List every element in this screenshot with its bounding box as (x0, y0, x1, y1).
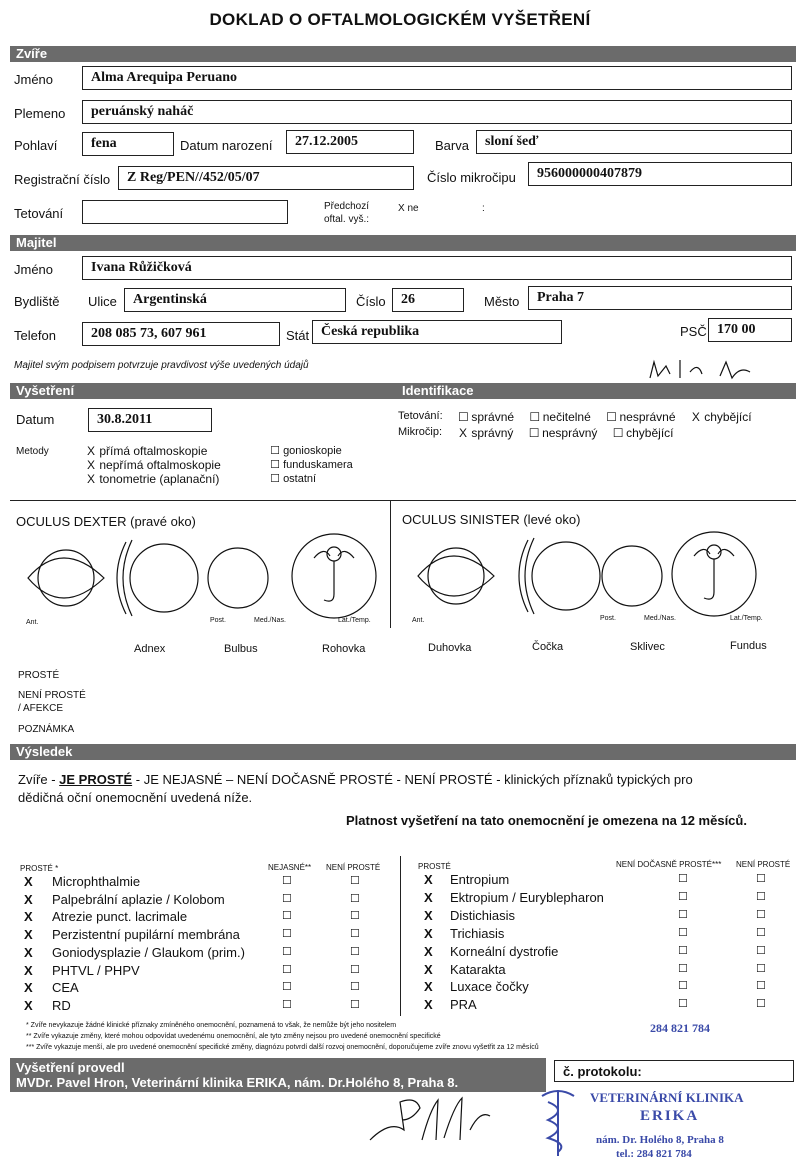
col-sklivec: Sklivec (630, 641, 665, 653)
number-field[interactable]: 26 (392, 288, 464, 312)
phone-field[interactable]: 208 085 73, 607 961 (82, 322, 280, 346)
prev-exam-colon: : (482, 203, 485, 214)
number-label: Číslo (356, 294, 386, 309)
col-fundus: Fundus (730, 640, 767, 652)
od-ant-label: Ant. (26, 619, 39, 626)
city-label: Město (484, 294, 520, 309)
od-title: OCULUS DEXTER (pravé oko) (16, 514, 196, 529)
color-field[interactable]: sloní šeď (476, 130, 792, 154)
section-animal: Zvíře (10, 46, 796, 62)
document-title: DOKLAD O OFTALMOLOGICKÉM VYŠETŘENÍ (209, 10, 591, 29)
examined-by-label: Vyšetření provedl (16, 1060, 125, 1075)
od-eye-diagram (14, 528, 386, 624)
tattoo-label: Tetování (14, 206, 64, 221)
tattoo-opt-illegible[interactable]: ☐ nečitelné (529, 410, 591, 424)
os-lat-label: Lat./Temp. (730, 615, 763, 622)
stamp-line1: VETERINÁRNÍ KLINIKA (590, 1090, 744, 1105)
street-label: Ulice (88, 294, 117, 309)
psc-field[interactable]: 170 00 (708, 318, 792, 342)
sex-field[interactable]: fena (82, 132, 174, 156)
footnote-1: * Zvíře nevykazuje žádné klinické příznaky zmíněného onemocnění, poznamená to však, že nemůže být jeho nositelem (26, 1022, 397, 1029)
disease-divider (400, 856, 401, 1016)
ident-tattoo-options (458, 410, 752, 424)
prev-exam-label1: Předchozí (324, 201, 370, 212)
owner-name-field[interactable]: Ivana Růžičková (82, 256, 792, 280)
vet-signature (360, 1090, 500, 1156)
eyes-top-rule (10, 500, 796, 501)
owner-name-label: Jméno (14, 262, 54, 277)
owner-signature (640, 352, 760, 386)
eyes-divider (390, 500, 391, 628)
stamp-line2: ERIKA (640, 1108, 700, 1124)
hdr-right-temp: NENÍ DOČASNĚ PROSTÉ*** (616, 860, 722, 869)
stamp-line3: nám. Dr. Holého 8, Praha 8 (596, 1134, 724, 1146)
result-free-highlight: JE PROSTÉ (59, 772, 133, 787)
result-line2: dědičná oční onemocnění uvedená níže. (18, 790, 253, 805)
country-field[interactable]: Česká republika (312, 320, 562, 344)
section-result: Výsledek (10, 744, 796, 760)
residence-label: Bydliště (14, 294, 60, 309)
section-identification: Identifikace (398, 383, 796, 399)
hdr-left-free: PROSTÉ * (20, 864, 59, 873)
od-post-label: Post. (210, 617, 226, 624)
ident-chip-options (458, 426, 673, 440)
animal-name-field[interactable]: Alma Arequipa Peruano (82, 66, 792, 90)
tattoo-opt-missing[interactable]: X chybějící (691, 410, 752, 424)
section-examined-by (10, 1058, 546, 1092)
protocol-number-field[interactable]: č. protokolu: (554, 1060, 794, 1082)
hdr-right-free: PROSTÉ (418, 862, 451, 871)
row-label-notfree: NENÍ PROSTÉ (18, 690, 86, 701)
section-exam: Vyšetření (10, 383, 400, 399)
exam-date-label: Datum (16, 412, 55, 427)
footnote-2: ** Zvíře vykazuje změny, které mohou odpovídat uvedenému onemocnění, ale tyto změny nejsou pro uvedené onemocnění specifické (26, 1033, 441, 1040)
chip-opt-missing[interactable]: ☐ chybějící (612, 426, 674, 440)
stamp-line4: tel.: 284 821 784 (616, 1148, 692, 1160)
row-label-free: PROSTÉ (18, 670, 60, 681)
hdr-right-notfree: NENÍ PROSTÉ (736, 860, 791, 869)
animal-name-label: Jméno (14, 72, 54, 87)
breed-label: Plemeno (14, 106, 66, 121)
method-funduscamera[interactable]: ☐ funduskamera (270, 459, 353, 471)
prev-exam-value: X ne (398, 203, 419, 214)
chip-opt-correct[interactable]: X správný (458, 426, 514, 440)
method-gonioscopy[interactable]: ☐ gonioskopie (270, 445, 342, 457)
result-line1: Zvíře - JE PROSTÉ - JE NEJASNÉ – NENÍ DOČASNĚ PROSTÉ - NENÍ PROSTÉ - klinických příznaků typických pro (18, 772, 693, 787)
col-duhovka: Duhovka (428, 642, 472, 654)
tattoo-field[interactable] (82, 200, 288, 224)
stamp-phone-fragment: 284 821 784 (650, 1021, 710, 1035)
dob-label: Datum narození (180, 138, 273, 153)
methods-left (86, 444, 221, 486)
owner-note: Majitel svým podpisem potvrzuje pravdivost výše uvedených údajů (14, 360, 309, 371)
os-eye-diagram (404, 526, 776, 622)
street-field[interactable]: Argentinská (124, 288, 346, 312)
method-other[interactable]: ☐ ostatní (270, 473, 317, 485)
col-cocka: Čočka (532, 641, 564, 653)
section-owner: Majitel (10, 235, 796, 251)
od-lat-label: Lat./Temp. (338, 617, 371, 624)
ident-tattoo-label: Tetování: (398, 410, 443, 422)
row-label-note: POZNÁMKA (18, 724, 75, 735)
method-indirect[interactable]: X nepřímá oftalmoskopie (86, 458, 221, 472)
os-med-label: Med./Nas. (644, 615, 676, 622)
sex-label: Pohlaví (14, 138, 58, 153)
reg-label: Registrační číslo (14, 172, 111, 187)
phone-label: Telefon (14, 328, 56, 343)
chip-opt-incorrect[interactable]: ☐ nesprávný (528, 426, 598, 440)
col-rohovka: Rohovka (322, 643, 366, 655)
row-label-affection: / AFEKCE (18, 703, 64, 714)
psc-label: PSČ (680, 324, 707, 339)
breed-field[interactable]: peruánský naháč (82, 100, 792, 124)
hdr-left-unclear: NEJASNÉ** (268, 863, 312, 872)
footnote-3: *** Zvíře vykazuje menší, ale pro uvedené onemocnění specifické změny, diagnózu potvrdí další rozvoj onemocnění, doporučujeme zvíře znovu vyšetřit za 12 měsíců (26, 1044, 539, 1051)
tattoo-opt-correct[interactable]: ☐ správné (458, 410, 515, 424)
clinic-logo (528, 1082, 588, 1162)
reg-field[interactable]: Z Reg/PEN//452/05/07 (118, 166, 414, 190)
ident-chip-label: Mikročip: (398, 426, 443, 438)
country-label: Stát (286, 328, 310, 343)
col-bulbus: Bulbus (224, 643, 258, 655)
prev-exam-label2: oftal. vyš.: (324, 214, 370, 225)
hdr-left-notfree: NENÍ PROSTÉ (326, 863, 381, 872)
os-ant-label: Ant. (412, 617, 425, 624)
chip-label: Číslo mikročipu (427, 170, 516, 185)
methods-label: Metody (16, 446, 49, 457)
dob-field[interactable]: 27.12.2005 (286, 130, 414, 154)
color-label: Barva (435, 138, 469, 153)
methods-right (270, 444, 353, 486)
os-post-label: Post. (600, 615, 616, 622)
od-med-label: Med./Nas. (254, 617, 286, 624)
validity-note: Platnost vyšetření na tato onemocnění je omezena na 12 měsíců. (346, 813, 747, 828)
chip-field[interactable]: 956000000407879 (528, 162, 792, 186)
tattoo-opt-incorrect[interactable]: ☐ nesprávné (606, 410, 676, 424)
col-adnex: Adnex (134, 643, 166, 655)
method-direct[interactable]: X přímá oftalmoskopie (86, 444, 208, 458)
method-tonometry[interactable]: X tonometrie (aplanační) (86, 472, 220, 486)
os-title: OCULUS SINISTER (levé oko) (402, 512, 581, 527)
examined-by-vet: MVDr. Pavel Hron, Veterinární klinika ERIKA, nám. Dr.Holého 8, Praha 8. (16, 1075, 459, 1090)
exam-date-field[interactable]: 30.8.2011 (88, 408, 212, 432)
city-field[interactable]: Praha 7 (528, 286, 792, 310)
